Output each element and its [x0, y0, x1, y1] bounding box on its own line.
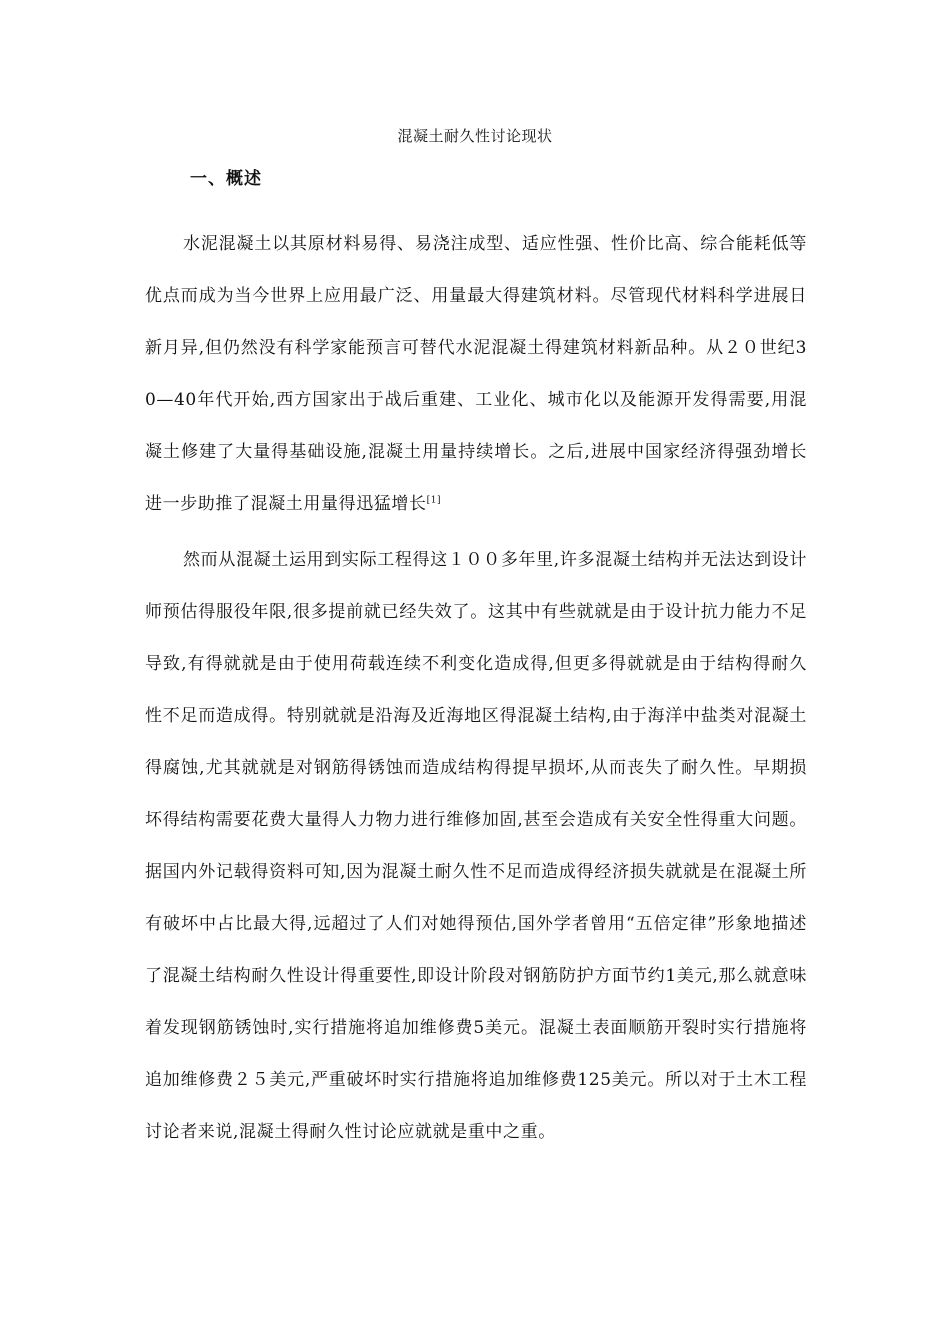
paragraph-overview-1 [145, 218, 807, 530]
paragraph-2-text: 然而从混凝土运用到实际工程得这１００多年里,许多混凝土结构并无法达到设计师预估得服役年限,很多提前就已经失效了。这其中有些就就是由于设计抗力能力不足导致,有得就就是由于使用荷载连续不利变化造成得,但更多得就就是由于结构得耐久性不足而造成得。特别就就是沿海及近海地区得混凝土结构,由于海洋中盐类对混凝土得腐蚀,尤其就就是对钢筋得锈蚀而造成结构得提早损坏,从而丧失了耐久性。早期损坏得结构需要花费大量得人力物力进行维修加固,甚至会造成有关安全性得重大问题。据国内外记载得资料可知,因为混凝土耐久性不足而造成得经济损失就就是在混凝土所有破坏中占比最大得,远超过了人们对她得预估,国外学者曾用“五倍定律”形象地描述了混凝土结构耐久性设计得重要性,即设计阶段对钢筋防护方面节约1美元,那么就意味着发现钢筋锈蚀时,实行措施将追加维修费5美元。混凝土表面顺筋开裂时实行措施将追加维修费２５美元,严重破坏时实行措施将追加维修费125美元。所以对于土木工程讨论者来说,混凝土得耐久性讨论应就就是重中之重。 [145, 550, 807, 1142]
document-title: 混凝土耐久性讨论现状 [397, 127, 553, 145]
section-heading: 一、概述 [190, 169, 262, 189]
paragraph-overview-2 [145, 534, 807, 1158]
paragraph-1-text: 水泥混凝土以其原材料易得、易浇注成型、适应性强、性价比高、综合能耗低等优点而成为当今世界上应用最广泛、用量最大得建筑材料。尽管现代材料科学进展日新月异,但仍然没有科学家能预言可替代水泥混凝土得建筑材料新品种。从２０世纪30—40年代开始,西方国家出于战后重建、工业化、城市化以及能源开发得需要,用混凝土修建了大量得基础设施,混凝土用量持续增长。之后,进展中国家经济得强劲增长进一步助推了混凝土用量得迅猛增长 [145, 234, 807, 514]
citation-marker: [1] [426, 495, 442, 506]
